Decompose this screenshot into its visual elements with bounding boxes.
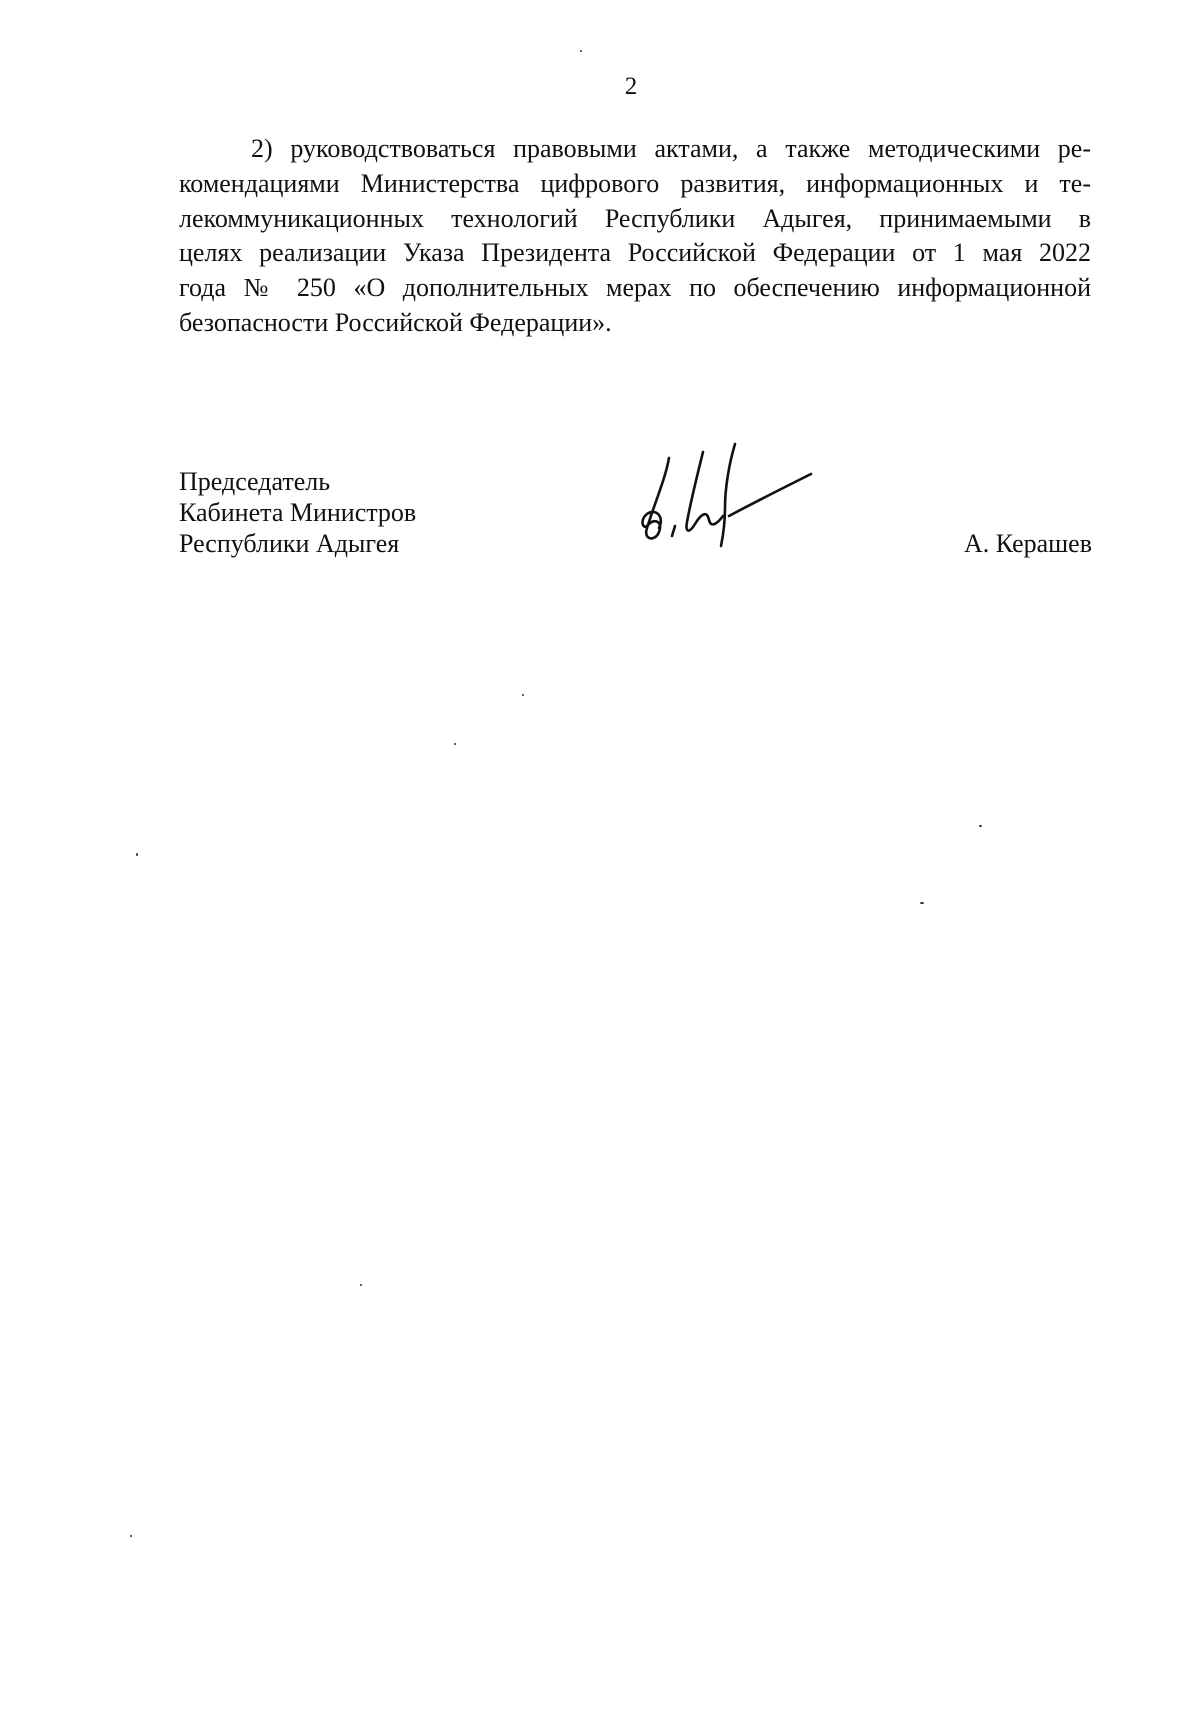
page-number: 2 (624, 73, 638, 100)
body-line: года № 250 «О дополнительных мерах по обеспечению информационной (179, 273, 1091, 303)
scan-speck (454, 743, 456, 745)
body-line: лекоммуникационных технологий Республики Адыгея, принимаемыми в (179, 203, 1091, 233)
signatory-title (179, 466, 416, 559)
scan-speck (979, 825, 982, 827)
signer-name: А. Керашев (963, 529, 1092, 558)
scan-speck (580, 50, 582, 52)
scan-speck (136, 853, 138, 856)
signatory-title-line: Кабинета Министров (179, 498, 417, 527)
handwritten-signature-icon (625, 440, 825, 560)
body-line: комендациями Министерства цифрового развития, информационных и те- (179, 168, 1091, 198)
body-line: 2) руководствоваться правовыми актами, а также методическими ре- (251, 134, 1091, 163)
scan-speck (920, 902, 924, 904)
signatory-title-line: Республики Адыгея (179, 529, 400, 558)
scan-speck (522, 694, 524, 696)
scan-speck (130, 1535, 132, 1537)
signatory-title-line: Председатель (179, 467, 331, 496)
body-paragraph (179, 132, 1091, 341)
body-line: целях реализации Указа Президента Российской Федерации от 1 мая 2022 (179, 238, 1091, 268)
scan-speck (360, 1284, 362, 1286)
body-line: безопасности Российской Федерации». (179, 307, 612, 337)
